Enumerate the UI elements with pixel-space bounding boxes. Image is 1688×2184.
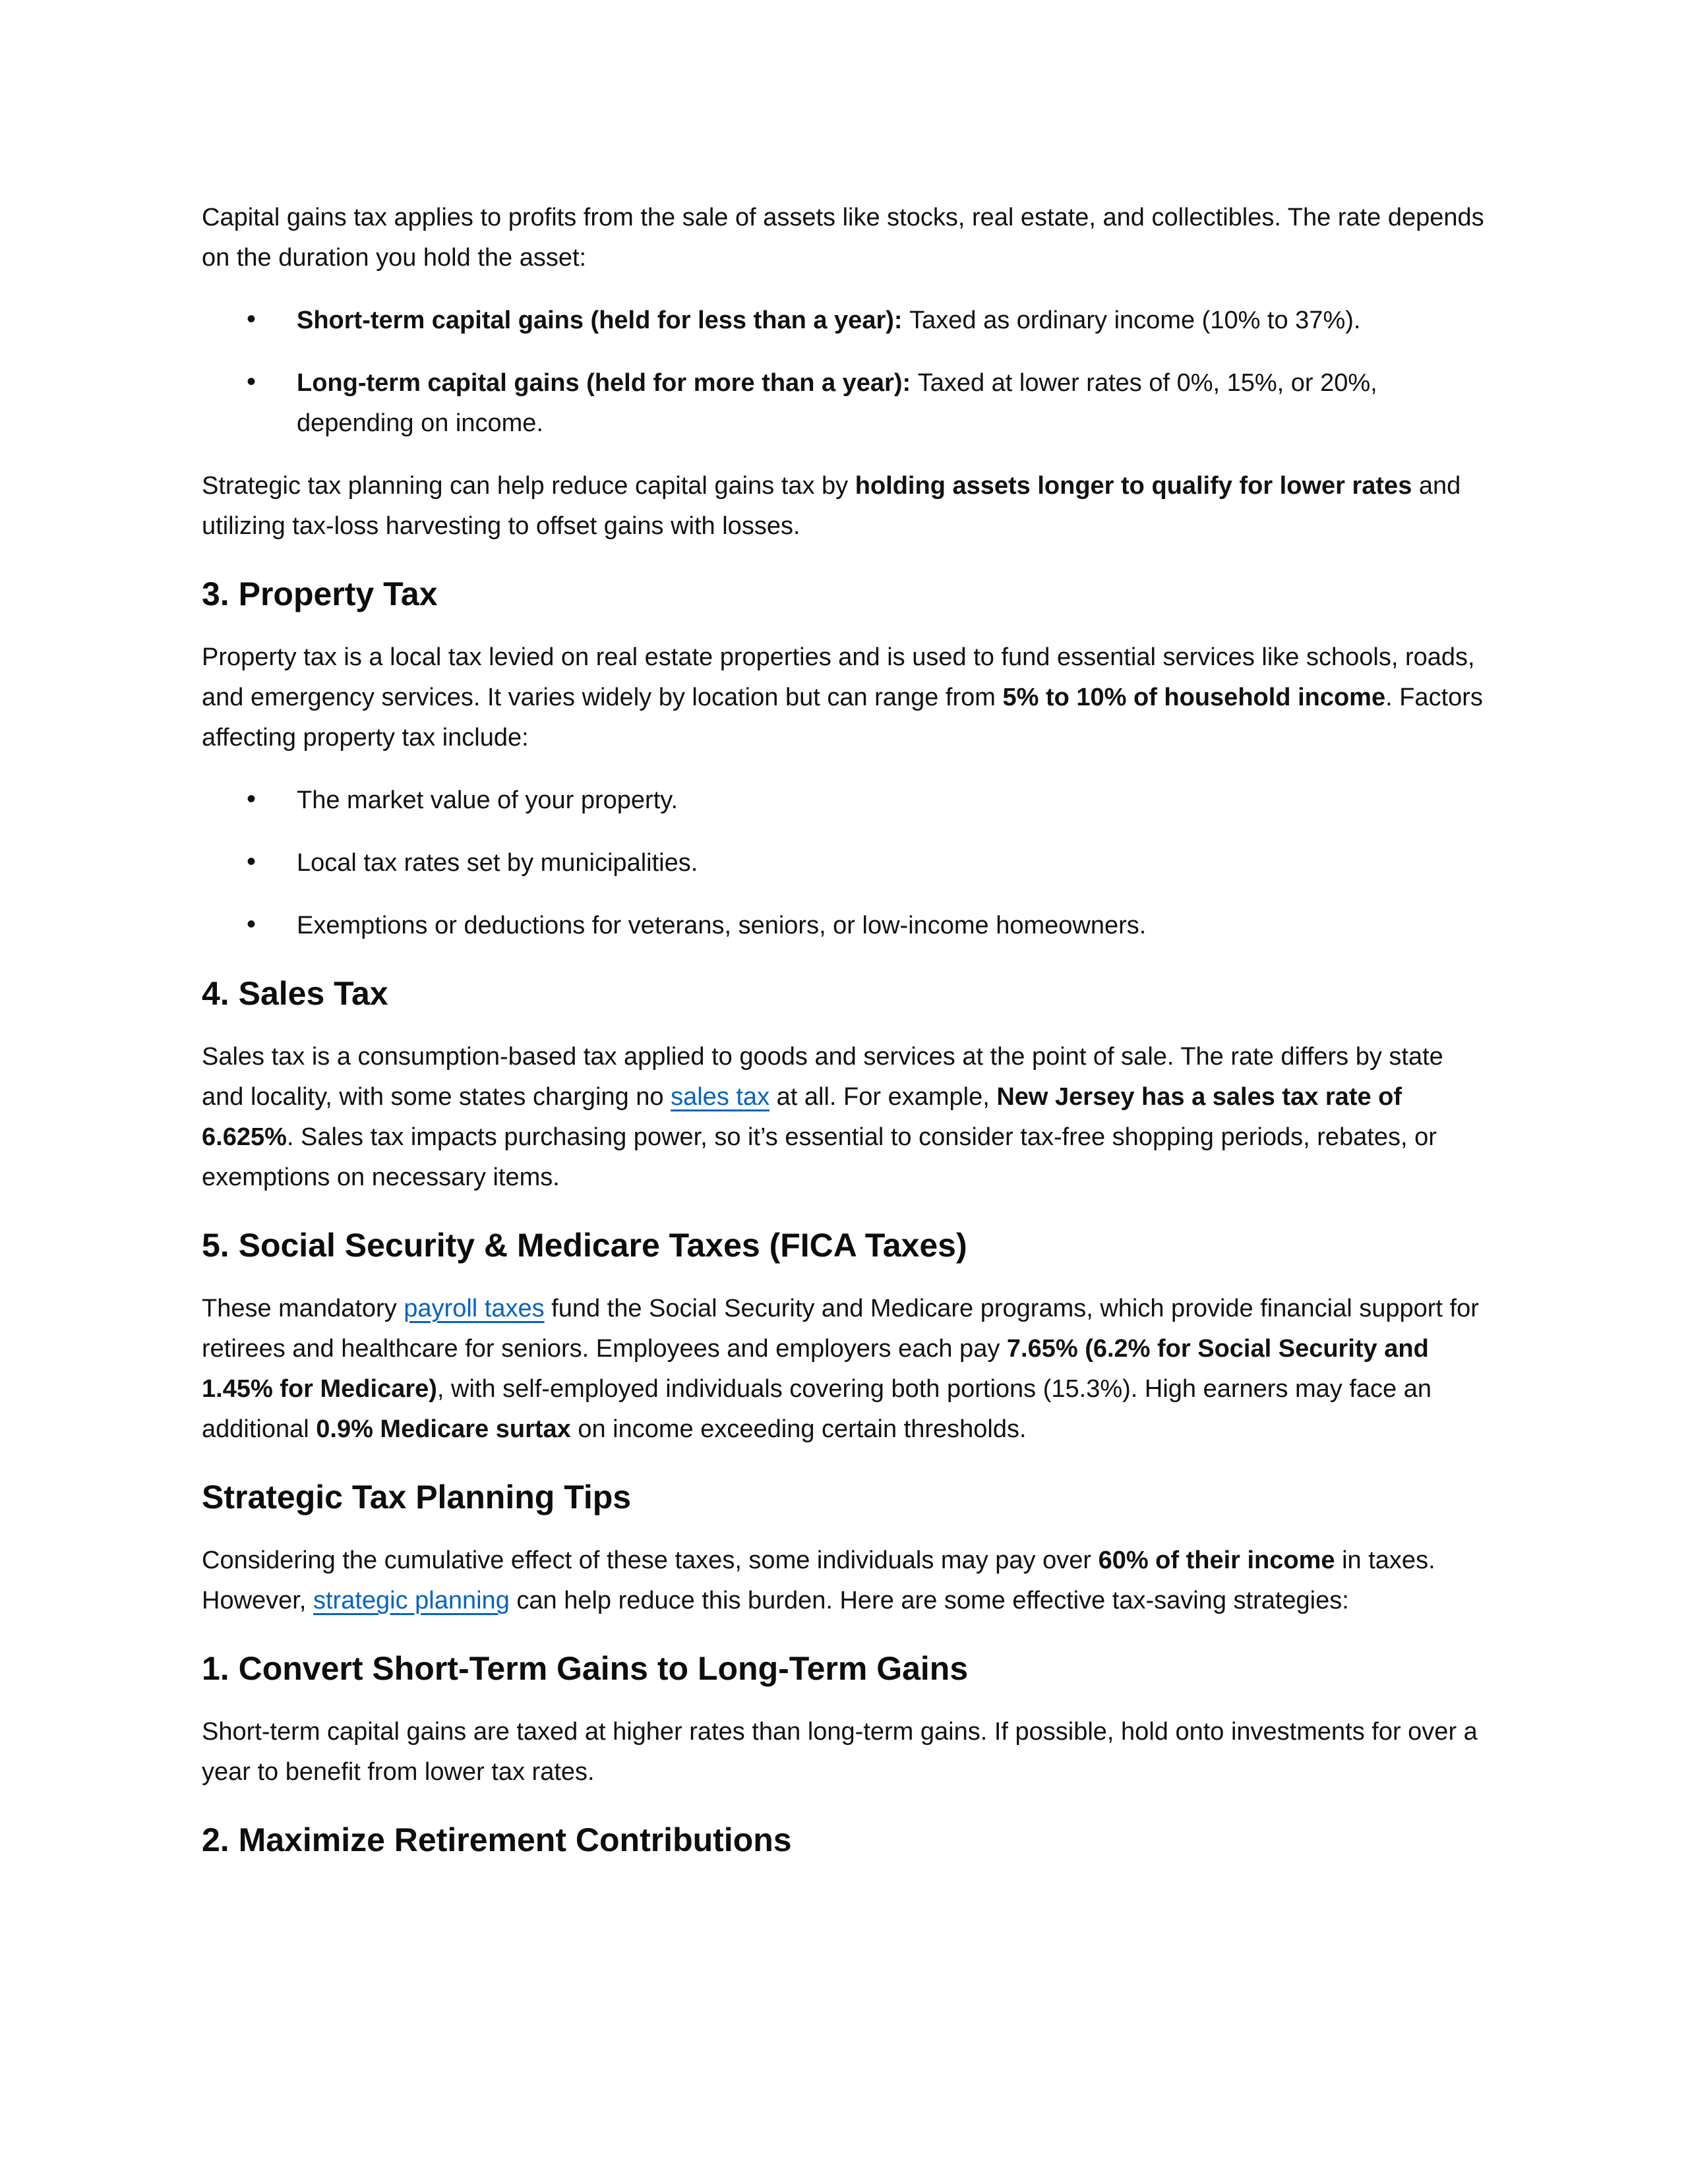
bold-run: 60% of their income (1098, 1547, 1335, 1574)
sales-tax-link[interactable]: sales tax (671, 1083, 770, 1111)
paragraph-capital-gains-intro (202, 198, 1486, 278)
capital-gains-list (202, 301, 1486, 444)
text-run: These mandatory (202, 1295, 404, 1322)
list-item-short-term-gains (297, 301, 1486, 341)
text-run: Capital gains tax applies to profits from the sale of assets like stocks, real estate, and collectibles. The rate depends on the duration you hold the asset: (202, 204, 1484, 272)
text-run: Taxed as ordinary income (10% to 37%). (909, 307, 1361, 334)
heading-maximize-retirement: 2. Maximize Retirement Contributions (202, 1821, 792, 1858)
property-tax-factors-list (202, 781, 1486, 946)
paragraph-fica-taxes (202, 1289, 1486, 1450)
heading-convert-gains: 1. Convert Short-Term Gains to Long-Term Gains (202, 1650, 969, 1687)
bold-run: 0.9% Medicare surtax (316, 1415, 571, 1443)
list-item-local-rates (297, 843, 1486, 883)
heading-fica-taxes: 5. Social Security & Medicare Taxes (FICA Taxes) (202, 1227, 967, 1264)
text-run: Strategic tax planning can help reduce capital gains tax by (202, 472, 855, 500)
text-run: Local tax rates set by municipalities. (297, 849, 698, 877)
list-item-market-value (297, 781, 1486, 821)
text-run: Considering the cumulative effect of these taxes, some individuals may pay over (202, 1547, 1099, 1574)
paragraph-sales-tax (202, 1037, 1486, 1198)
text-run: can help reduce this burden. Here are some effective tax-saving strategies: (509, 1587, 1349, 1614)
list-item-long-term-gains (297, 363, 1486, 444)
payroll-taxes-link[interactable]: payroll taxes (404, 1295, 545, 1322)
text-run: Short-term capital gains are taxed at higher rates than long-term gains. If possible, hold onto investments for over a year to benefit from lower tax rates. (202, 1718, 1478, 1786)
text-run: and utilizing tax-loss harvesting to offset gains with losses. (202, 472, 1461, 540)
heading-property-tax: 3. Property Tax (202, 576, 438, 612)
paragraph-tips-intro (202, 1541, 1486, 1621)
text-run: Taxed at lower rates of 0%, 15%, or 20%, depending on income. (297, 369, 1377, 437)
list-item-exemptions (297, 906, 1486, 946)
text-run: in taxes. However, (202, 1547, 1435, 1614)
heading-strategic-tips: Strategic Tax Planning Tips (202, 1479, 632, 1516)
text-run: . Factors affecting property tax include: (202, 684, 1483, 752)
bold-run: 7.65% (6.2% for Social Security and 1.45% for Medicare) (202, 1335, 1429, 1403)
bold-run: 5% to 10% of household income (1002, 684, 1386, 711)
paragraph-planning-summary (202, 466, 1486, 546)
text-run: on income exceeding certain thresholds. (570, 1415, 1027, 1443)
text-run: , with self-employed individuals covering both portions (15.3%). High earners may face an additional (202, 1375, 1432, 1443)
bold-run: Long-term capital gains (held for more than a year): (297, 369, 918, 397)
bold-run: New Jersey has a sales tax rate of 6.625% (202, 1083, 1402, 1151)
bold-run: holding assets longer to qualify for lower rates (855, 472, 1412, 500)
text-run: . Sales tax impacts purchasing power, so it’s essential to consider tax-free shopping periods, rebates, or exemptions on necessary items. (202, 1123, 1437, 1191)
bold-run: Short-term capital gains (held for less than a year): (297, 307, 910, 334)
paragraph-convert-gains (202, 1712, 1486, 1792)
text-run: fund the Social Security and Medicare programs, which provide financial support for retirees and healthcare for seniors. Employees and employers each pay (202, 1295, 1479, 1363)
text-run: Sales tax is a consumption-based tax applied to goods and services at the point of sale. The rate differs by state and locality, with some states charging no (202, 1043, 1443, 1111)
paragraph-property-tax-intro (202, 637, 1486, 758)
text-run: The market value of your property. (297, 786, 678, 814)
text-run: at all. For example, (769, 1083, 997, 1111)
text-run: Exemptions or deductions for veterans, seniors, or low-income homeowners. (297, 912, 1147, 939)
heading-sales-tax: 4. Sales Tax (202, 975, 388, 1012)
text-run: Property tax is a local tax levied on real estate properties and is used to fund essential services like schools, roads, and emergency services. It varies widely by location but can range from (202, 643, 1475, 711)
strategic-planning-link[interactable]: strategic planning (313, 1587, 510, 1614)
